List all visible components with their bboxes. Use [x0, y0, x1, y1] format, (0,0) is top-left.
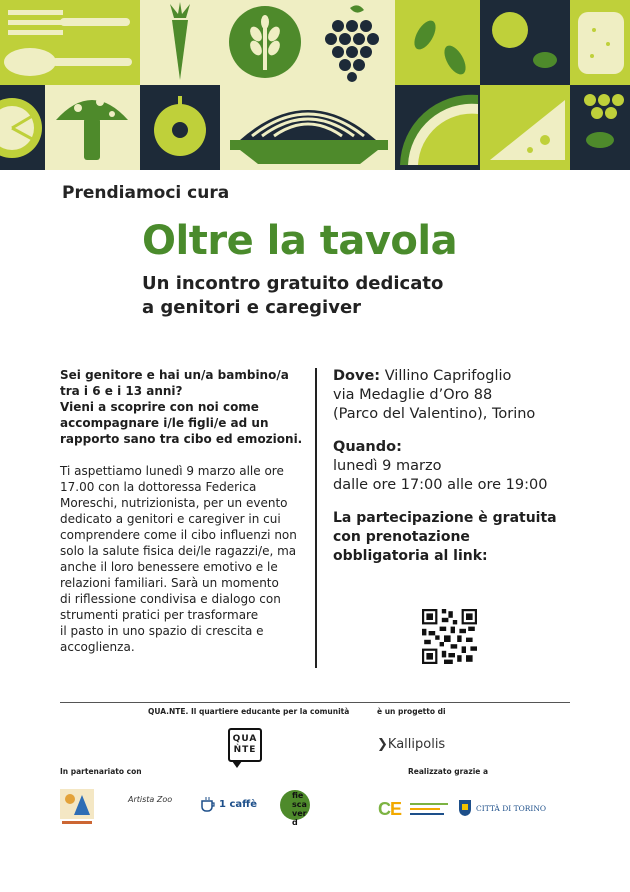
description-column	[60, 367, 310, 655]
torino-crest-icon	[458, 799, 472, 817]
svg-text:E: E	[390, 799, 403, 819]
banner-illustration	[0, 0, 630, 170]
partner-artista-logo: Artista Zoo	[128, 795, 173, 804]
quante-logo-bottom: ǸTE	[233, 745, 257, 755]
quante-logo-tail	[232, 761, 242, 768]
partners-caption: In partenariato con	[60, 767, 142, 776]
thanks-caption: Realizzato grazie a	[408, 767, 489, 776]
quante-caption: QUA.NTE. Il quartiere educante per la comunità	[148, 707, 350, 716]
partner-logo-1	[58, 785, 96, 830]
venue-name: Villino Caprifoglio	[380, 368, 512, 384]
event-info-column	[333, 367, 603, 566]
kallipolis-name: Kallipolis	[387, 737, 446, 752]
page-title: Oltre la tavola	[142, 218, 458, 264]
kicker-text: Prendiamoci cura	[62, 183, 230, 203]
coffee-cup-icon	[200, 796, 216, 812]
page-subtitle: Un incontro gratuito dedicato a genitori e caregiver	[142, 273, 444, 318]
intro-text: Sei genitore e hai un/a bambino/a tra i 6 e i 13 anni? Vieni a scoprire con noi come accompagnare i/le figli/e ad un rapporto sano tra cibo ed emozioni.	[60, 368, 303, 446]
event-date-time: lunedì 9 marzo dalle ore 17:00 alle ore 19:00	[333, 458, 548, 493]
svg-text:C: C	[378, 799, 391, 819]
venue-address: via Medaglie d’Oro 88 (Parco del Valentino), Torino	[333, 387, 536, 422]
caffe-name: 1 caffè	[219, 798, 257, 810]
qr-code[interactable]	[422, 609, 477, 664]
quante-logo	[228, 728, 262, 762]
when-section	[333, 438, 603, 495]
kallipolis-mark-icon: ❯	[377, 737, 388, 752]
where-label: Dove:	[333, 368, 381, 384]
citta-educante-logo	[378, 797, 453, 819]
torino-name: CITTÀ DI TORINO	[476, 803, 547, 813]
quante-logo-top: QUA	[232, 734, 258, 744]
food-pattern-banner	[0, 0, 630, 170]
registration-note: La partecipazione è gratuita con prenotazione obbligatoria al link:	[333, 510, 557, 564]
when-label: Quando:	[333, 439, 402, 455]
partner-fiesca-logo: fie sca ver d	[292, 791, 307, 827]
bread-icon	[578, 12, 624, 74]
project-caption: è un progetto di	[377, 707, 446, 716]
column-divider	[315, 368, 317, 668]
kallipolis-logo	[377, 737, 445, 752]
event-description: Ti aspettiamo lunedì 9 marzo alle ore 17.00 con la dottoressa Federica Moreschi, nutrizionista, per un evento dedicato a genitori e caregiver in cui comprendere come il cibo influenzi non solo la salute fisica dei/le ragazzi/e, ma anche il loro benessere emotivo e le relazioni familiari. Sarà un momento di riflessione condivisa e dialogo con strumenti pratici per trasformare il pasto in uno spazio di crescita e accoglienza.	[60, 464, 297, 654]
where-section	[333, 367, 603, 424]
partner-caffe-logo	[200, 796, 257, 812]
citta-torino-logo	[458, 799, 546, 817]
wheat-icon	[229, 6, 301, 78]
footer-divider	[60, 702, 570, 703]
